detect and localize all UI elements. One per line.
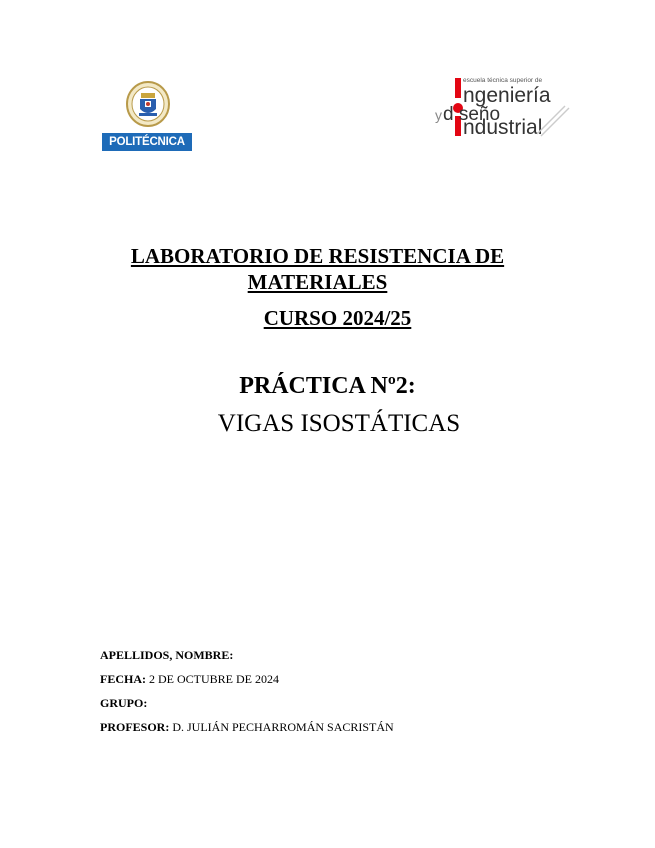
- practice-name: VIGAS ISOSTÁTICAS: [217, 410, 461, 437]
- etsidi-line-1: ngeniería: [463, 84, 551, 107]
- etsidi-logo: [433, 72, 573, 140]
- etsidi-tagline: escuela técnica superior de: [463, 77, 543, 84]
- course-title: CURSO 2024/25: [263, 306, 412, 330]
- upm-seal-icon: [125, 80, 171, 128]
- field-apellidos: [100, 648, 233, 662]
- etsidi-bar-1: [455, 78, 461, 98]
- practice-number: PRÁCTICA Nº2:: [239, 373, 416, 399]
- upm-logo: [102, 80, 192, 152]
- etsidi-line-2: d seño: [443, 104, 501, 125]
- field-grupo: [100, 696, 147, 710]
- title-line-1: LABORATORIO DE RESISTENCIA DE: [130, 244, 505, 268]
- field-label: GRUPO:: [100, 696, 148, 710]
- field-value: D. JULIÁN PECHARROMÁN SACRISTÁN: [172, 720, 394, 734]
- upm-banner: POLITÉCNICA: [102, 133, 192, 151]
- etsidi-line-2-prefix: y: [435, 107, 442, 123]
- field-label: FECHA:: [100, 672, 146, 686]
- field-profesor: [100, 720, 394, 734]
- field-value: 2 DE OCTUBRE DE 2024: [149, 672, 279, 686]
- field-label: APELLIDOS, NOMBRE:: [100, 648, 234, 662]
- etsidi-line-3: ndustrial: [463, 116, 543, 139]
- field-fecha: [100, 672, 279, 686]
- field-label: PROFESOR:: [100, 720, 170, 734]
- title-line-2: MATERIALES: [247, 270, 388, 294]
